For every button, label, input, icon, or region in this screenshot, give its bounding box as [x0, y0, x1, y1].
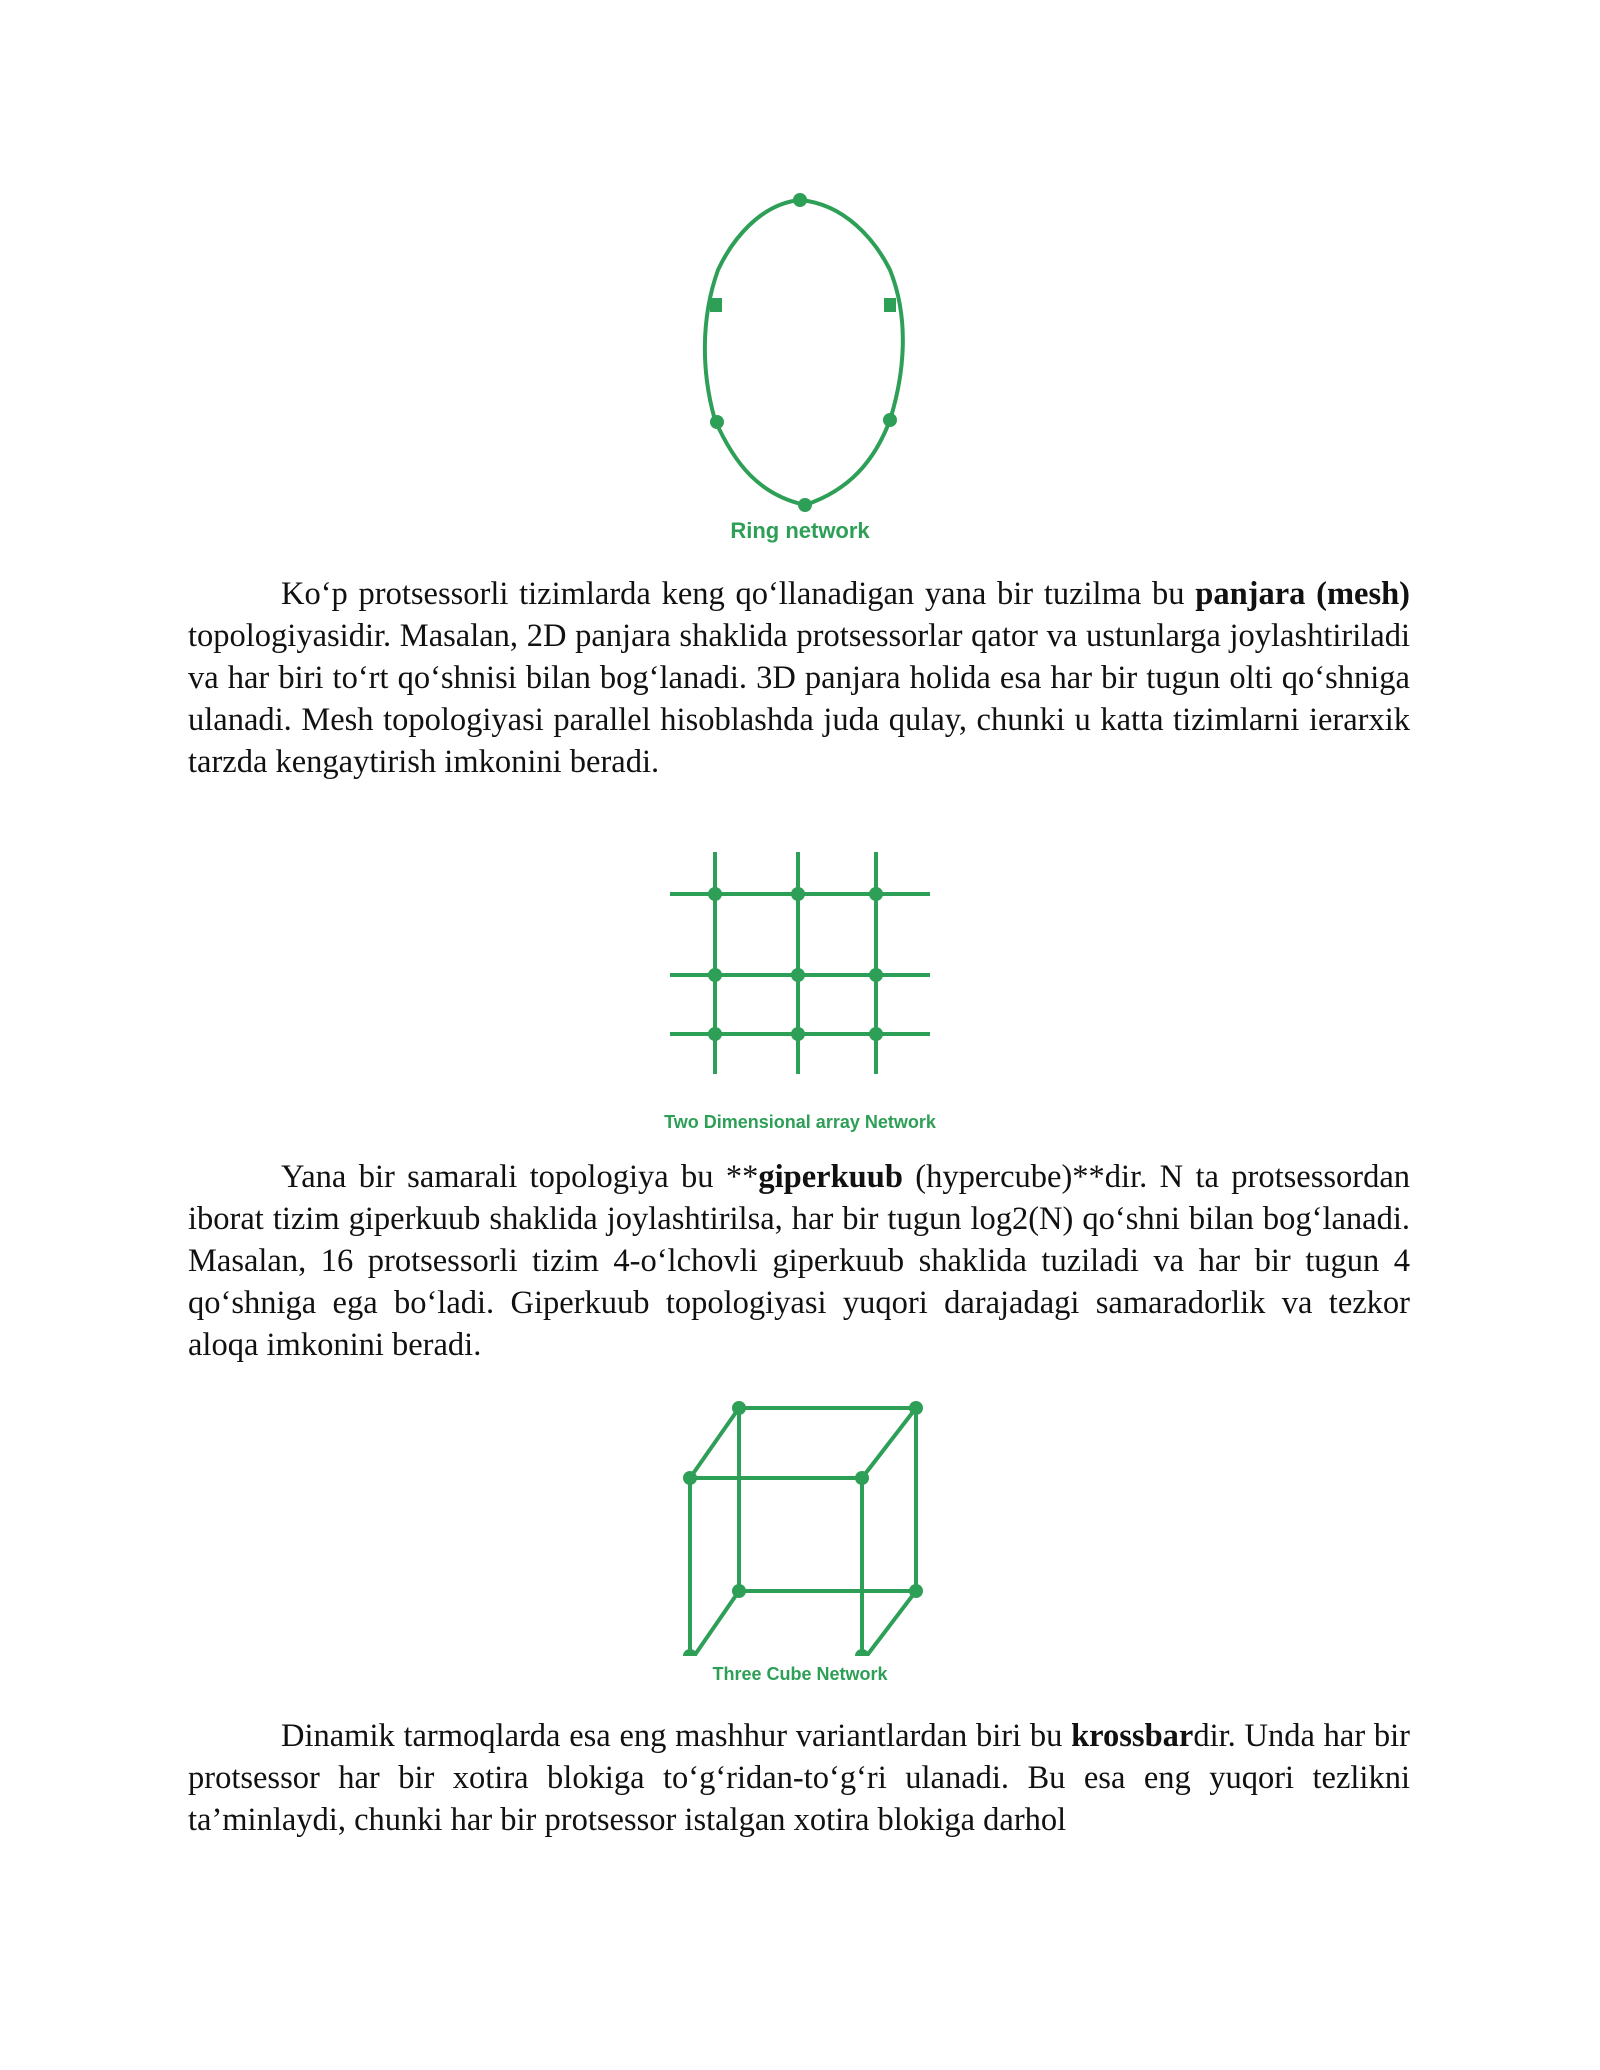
cube-edge	[690, 1408, 739, 1478]
ring-node	[710, 298, 722, 312]
cube-edge	[862, 1591, 916, 1656]
ring-network-figure	[0, 190, 1600, 544]
cube-node	[732, 1584, 746, 1598]
paragraph-text: topologiyasidir. Masalan, 2D panjara shaklida protsessorlar qator va ustunlarga joylashtiriladi va har biri to‘rt qo‘shnisi bilan bog‘lanadi. 3D panjara holida esa har bir tugun olti qo‘shniga ulanadi. Mesh topologiyasi parallel hisoblashda juda qulay, chunki u katta tizimlarni ierarxik tarzda kengaytirish imkonini beradi.	[188, 618, 1410, 780]
cube-network-caption: Three Cube Network	[712, 1664, 888, 1684]
bold-term-mesh: panjara (mesh)	[1195, 576, 1410, 612]
mesh-node	[791, 887, 805, 901]
cube-node	[683, 1649, 697, 1656]
cube-node	[909, 1584, 923, 1598]
paragraph-text: (hypercube)**dir. N ta protsessordan iborat tizim giperkuub shaklida joylashtirilsa, har bir tugun log2(N) qo‘shni bilan bog‘lanadi. Masalan, 16 protsessorli tizim 4-o‘lchovli giperkuub shaklida tuziladi va har bir tugun 4 qo‘shniga ega bo‘ladi. Giperkuub topologiyasi yuqori darajadagi samaradorlik va tezkor aloqa imkonini beradi.	[188, 1159, 1410, 1363]
paragraph-hypercube	[188, 1156, 1410, 1366]
ring-network-caption: Ring network	[730, 518, 870, 543]
cube-node	[732, 1401, 746, 1415]
cube-edge	[862, 1408, 916, 1478]
mesh-node	[791, 1027, 805, 1041]
paragraph-text: Dinamik tarmoqlarda esa eng mashhur variantlardan biri bu	[281, 1718, 1072, 1754]
paragraph-text: Yana bir samarali topologiya bu **	[281, 1159, 759, 1195]
mesh-node	[791, 968, 805, 982]
mesh-node	[708, 968, 722, 982]
paragraph-text: Ko‘p protsessorli tizimlarda keng qo‘llanadigan yana bir tuzilma bu	[281, 576, 1196, 612]
ring-node	[793, 193, 807, 207]
mesh-node	[708, 1027, 722, 1041]
mesh-node	[869, 887, 883, 901]
cube-node	[855, 1649, 869, 1656]
bold-term-giperkuub: giperkuub	[758, 1159, 903, 1195]
cube-node	[909, 1401, 923, 1415]
paragraph-crossbar	[188, 1715, 1410, 1841]
cube-network-figure	[0, 1396, 1600, 1685]
cube-edge	[690, 1591, 739, 1656]
ring-node	[710, 415, 724, 429]
cube-front-face	[690, 1478, 862, 1656]
cube-back-face	[739, 1408, 916, 1591]
ring-link	[705, 200, 903, 505]
cube-network-diagram	[670, 1396, 930, 1656]
mesh-node	[869, 1027, 883, 1041]
mesh-network-caption: Two Dimensional array Network	[664, 1112, 936, 1132]
ring-node	[883, 413, 897, 427]
mesh-network-figure	[0, 848, 1600, 1133]
cube-node	[683, 1471, 697, 1485]
paragraph-text: dir. Unda har bir protsessor har bir xotira blokiga to‘g‘ridan-to‘g‘ri ulanadi. Bu esa eng yuqori tezlikni ta’minlaydi, chunki har bir protsessor istalgan xotira blokiga darhol	[188, 1718, 1410, 1838]
paragraph-mesh	[188, 573, 1410, 783]
mesh-node	[869, 968, 883, 982]
ring-network-diagram	[650, 190, 950, 520]
mesh-network-diagram	[660, 848, 940, 1108]
cube-node	[855, 1471, 869, 1485]
ring-node	[884, 298, 896, 312]
bold-term-krossbar: krossbar	[1071, 1718, 1194, 1754]
mesh-node	[708, 887, 722, 901]
ring-node	[798, 498, 812, 512]
